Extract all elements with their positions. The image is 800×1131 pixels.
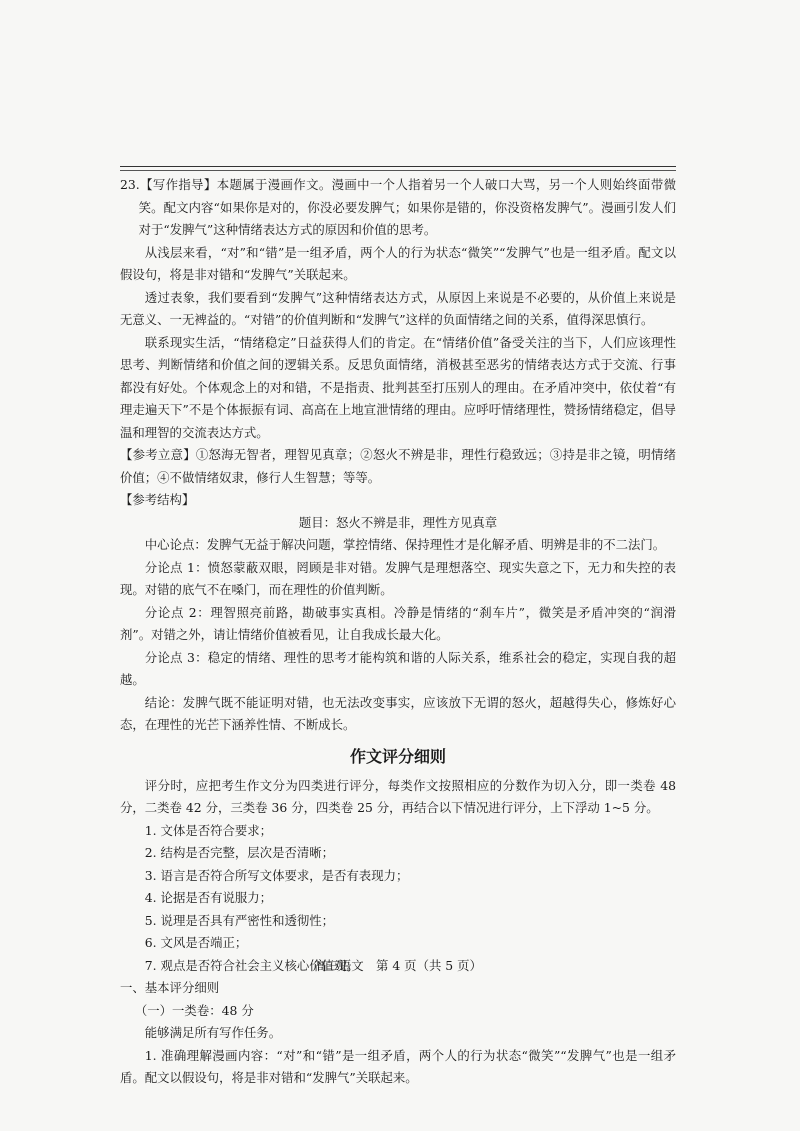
sub-point-2: 分论点 2：理智照亮前路，勘破事实真相。冷静是情绪的“刹车片”，微笑是矛盾冲突的“润滑剂”。对错之外，请让情绪价值被看见，让自我成长最大化。 [120, 604, 676, 642]
criterion-2: 2. 结构是否完整，层次是否清晰； [144, 845, 335, 860]
sub-point-1: 分论点 1：愤怒蒙蔽双眼，罔顾是非对错。发脾气是理想落空、现实失意之下，无力和失控的表现。对错的底气不在嗓门，而在理性的价值判断。 [120, 559, 676, 597]
page-content [120, 174, 676, 1090]
criterion-5: 5. 说理是否具有严密性和透彻性； [144, 912, 335, 928]
q23-guide: 23.【写作指导】本题属于漫画作文。漫画中一个人指着另一个人破口大骂，另一个人则始终面带微笑。配文内容“如果你是对的，你没必要发脾气；如果你是错的，你没资格发脾气”。漫画引发人们对于“发脾气”这种情绪表达方式的原因和价值的思考。 [120, 177, 676, 237]
essay-topic: 题目：怒火不辨是非，理性方见真章 [298, 514, 498, 530]
central-thesis: 中心论点：发脾气无益于解决问题，掌控情绪、保持理性才是化解矛盾、明辨是非的不二法门。 [144, 537, 666, 552]
q23-para-1: 从浅层来看，“对”和“错”是一组矛盾，两个人的行为状态“微笑”“发脾气”也是一组矛盾。配文以假设句，将是非对错和“发脾气”关联起来。 [120, 244, 676, 282]
criterion-4: 4. 论据是否有说服力； [144, 890, 273, 905]
criterion-6: 6. 文风是否端正； [144, 935, 248, 950]
class-1-item-1: 1. 准确理解漫画内容：“对”和“错”是一组矛盾，两个人的行为状态“微笑”“发脾气”也是一组矛盾。配文以假设句，将是非对错和“发脾气”关联起来。 [120, 1047, 676, 1085]
header-rule [120, 166, 676, 167]
reference-structure-label: 【参考结构】 [120, 492, 195, 507]
page-footer: 高三语文 第 4 页（共 5 页） [314, 958, 482, 973]
sub-point-3: 分论点 3：稳定的情绪、理性的思考才能构筑和谐的人际关系，维系社会的稳定，实现自我的超越。 [120, 649, 676, 687]
criterion-1: 1. 文体是否符合要求； [144, 822, 273, 838]
criterion-3: 3. 语言是否符合所写文体要求，是否有表现力； [144, 867, 409, 883]
conclusion: 结论：发脾气既不能证明对错，也无法改变事实，应该放下无谓的怒火，超越得失心，修炼好心态，在理性的光芒下涵养性情、不断成长。 [120, 694, 676, 732]
class-1-requirement: 能够满足所有写作任务。 [144, 1025, 282, 1040]
q23-para-3: 联系现实生活，“情绪稳定”日益获得人们的肯定。在“情绪价值”备受关注的当下，人们应该理性思考、判断情绪和价值之间的逻辑关系。反思负面情绪，消极甚至恶劣的情绪表达方式于交流、行事都没有好处。个体观念上的对和错，不是指责、批判甚至打压别人的理由。在矛盾冲突中，依仗着“有理走遍天下”不是个体振振有词、高高在上地宣泄情绪的理由。应呼吁情绪理性，赞扬情绪稳定，倡导温和理智的交流表达方式。 [120, 334, 676, 440]
basic-rubric-title: 一、基本评分细则 [120, 980, 220, 995]
q23-para-2: 透过表象，我们要看到“发脾气”这种情绪表达方式，从原因上来说是不必要的，从价值上来说是无意义、一无裨益的。“对错”的价值判断和“发脾气”这样的负面情绪之间的关系，值得深思慎行。 [120, 289, 676, 327]
class-1-heading: （一）一类卷：48 分 [134, 1002, 254, 1018]
header-rule-thin [120, 170, 676, 171]
criterion-7: 7. 观点是否符合社会主义核心价值观。 [144, 957, 359, 973]
reference-ideas: 【参考立意】①怒海无智者，理智见真章；②怒火不辨是非，理性行稳致远；③持是非之镜，明情绪价值；④不做情绪奴隶，修行人生智慧；等等。 [120, 447, 676, 485]
rubric-intro: 评分时，应把考生作文分为四类进行评分，每类作文按照相应的分数作为切入分，即一类卷 48 分，二类卷 42 分，三类卷 36 分，四类卷 25 分，再结合以下情况进行评分，上下浮动 1~5 分。 [120, 777, 676, 815]
rubric-title: 作文评分细则 [349, 746, 446, 766]
